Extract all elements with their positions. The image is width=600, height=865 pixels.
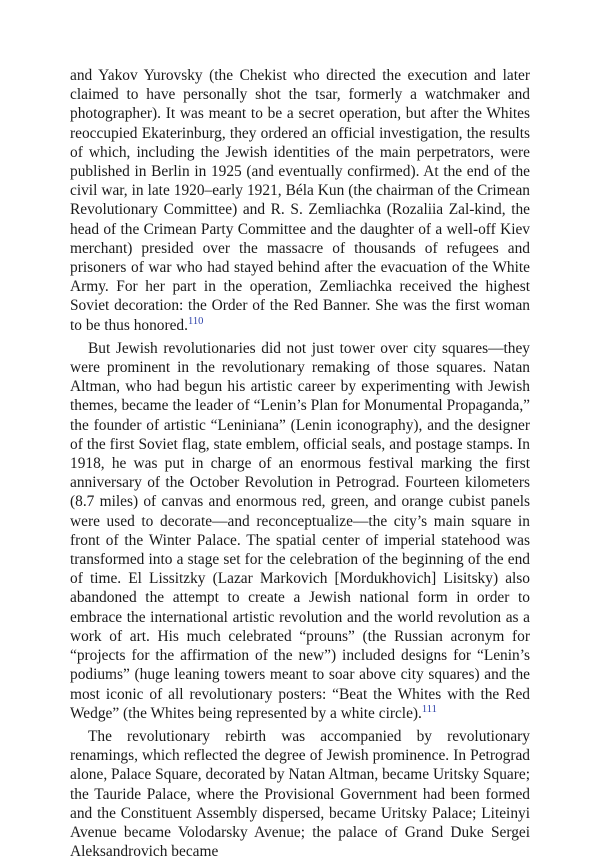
paragraph-text: and Yakov Yurovsky (the Chekist who directed the execution and later claimed to have personally shot the tsar, formerly a watchmaker and photographer). It was meant to be a secret operation, but after the Whites reoccupied Ekaterinburg, they ordered an official investigation, the results of which, including the Jewish identities of the main perpetrators, were published in Berlin in 1925 (and eventually confirmed). At the end of the civil war, in late 1920–early 1921, Béla Kun (the chairman of the Crimean Revolutionary Committee) and R. S. Zemliachka (Rozaliia Zal-kind, the head of the Crimean Party Committee and the daughter of a well-off Kiev merchant) presided over the massacre of thousands of refugees and prisoners of war who had stayed behind after the evacuation of the White Army. For her part in the operation, Zemliachka received the highest Soviet decoration: the Order of the Red Banner. She was the first woman to be thus honored. xyxy=(70,67,530,334)
paragraph xyxy=(70,727,530,861)
paragraph-continued xyxy=(70,66,530,335)
footnote-reference[interactable]: 111 xyxy=(421,703,437,715)
paragraph-text: But Jewish revolutionaries did not just tower over city squares—they were prominent in the revolutionary remaking of those squares. Natan Altman, who had begun his artistic career by experimenting with Jewish themes, became the leader of “Lenin’s Plan for Monumental Propaganda,” the founder of artistic “Leniniana” (Lenin iconography), and the designer of the first Soviet flag, state emblem, official seals, and postage stamps. In 1918, he was put in charge of an enormous festival marking the first anniversary of the October Revolution in Petrograd. Fourteen kilometers (8.7 miles) of canvas and enormous red, green, and orange cubist panels were used to decorate—and reconceptualize—the city’s main square in front of the Winter Palace. The spatial center of imperial statehood was transformed into a stage set for the celebration of the beginning of the end of time. El Lissitzky (Lazar Markovich [Mordukhovich] Lisitsky) also abandoned the attempt to create a Jewish national form in order to embrace the international artistic revolution and the world revolution as a work of art. His much celebrated “prouns” (the Russian acronym for “projects for the affirmation of the new”) included designs for “Lenin’s podiums” (huge leaning towers meant to soar above city squares) and the most iconic of all revolutionary posters: “Beat the Whites with the Red Wedge” (the Whites being represented by a white circle). xyxy=(70,339,530,722)
footnote-reference[interactable]: 110 xyxy=(187,315,204,327)
book-page xyxy=(70,66,530,865)
paragraph xyxy=(70,339,530,723)
paragraph-text: The revolutionary rebirth was accompanied by revolutionary renamings, which reflected the degree of Jewish prominence. In Petrograd alone, Palace Square, decorated by Natan Altman, became Uritsky Square; the Tauride Palace, where the Provisional Government had been formed and the Constituent Assembly dispersed, became Uritsky Palace; Liteinyi Avenue became Volodarsky Avenue; the palace of Grand Duke Sergei Aleksandrovich became xyxy=(70,727,530,861)
